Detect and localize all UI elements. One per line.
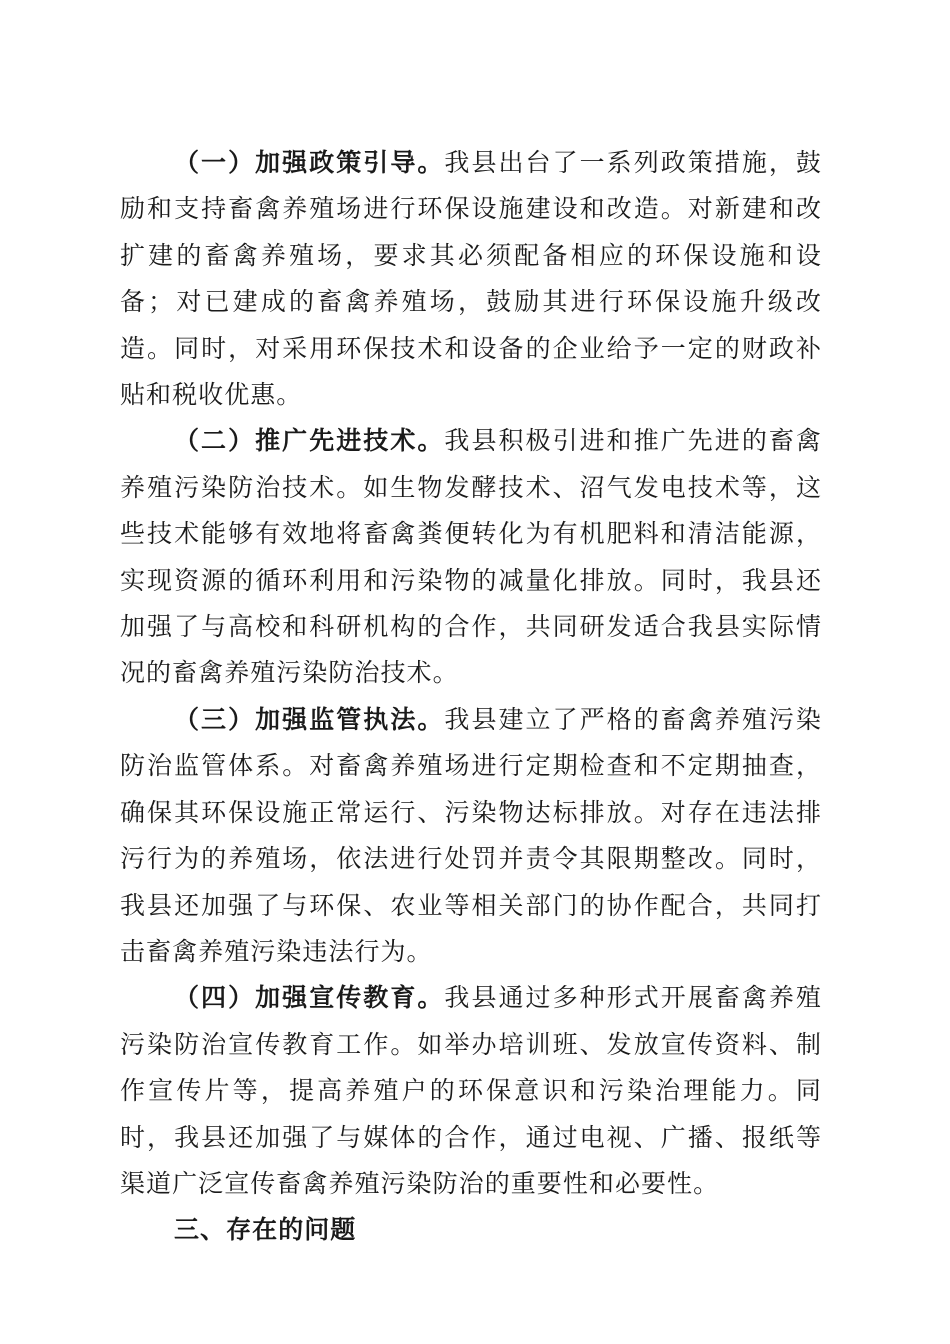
section-heading: 三、存在的问题 [174,1215,357,1245]
document-body [120,140,822,1254]
paragraph-lead: （四）加强宣传教育。 [174,983,445,1013]
paragraph-policy-guidance [120,140,822,418]
paragraph-text: 我县出台了一系列政策措施，鼓励和支持畜禽养殖场进行环保设施建设和改造。对新建和改扩建的畜禽养殖场，要求其必须配备相应的环保设施和设备；对已建成的畜禽养殖场，鼓励其进行环保设施升级改造。同时，对采用环保技术和设备的企业给予一定的财政补贴和税收优惠。 [120,148,822,410]
paragraph-supervision-enforcement [120,697,822,975]
paragraph-text: 我县建立了严格的畜禽养殖污染防治监管体系。对畜禽养殖场进行定期检查和不定期抽查，确保其环保设施正常运行、污染物达标排放。对存在违法排污行为的养殖场，依法进行处罚并责令其限期整改。同时，我县还加强了与环保、农业等相关部门的协作配合，共同打击畜禽养殖污染违法行为。 [120,704,822,966]
paragraph-text: 我县积极引进和推广先进的畜禽养殖污染防治技术。如生物发酵技术、沼气发电技术等，这些技术能够有效地将畜禽粪便转化为有机肥料和清洁能源，实现资源的循环利用和污染物的减量化排放。同时，我县还加强了与高校和科研机构的合作，共同研发适合我县实际情况的畜禽养殖污染防治技术。 [120,426,822,688]
paragraph-text: 我县通过多种形式开展畜禽养殖污染防治宣传教育工作。如举办培训班、发放宣传资料、制作宣传片等，提高养殖户的环保意识和污染治理能力。同时，我县还加强了与媒体的合作，通过电视、广播、报纸等渠道广泛宣传畜禽养殖污染防治的重要性和必要性。 [120,983,822,1198]
paragraph-lead: （三）加强监管执法。 [174,704,445,734]
paragraph-lead: （二）推广先进技术。 [174,426,445,456]
paragraph-lead: （一）加强政策引导。 [174,148,445,177]
paragraph-advanced-technology [120,418,822,696]
paragraph-publicity-education [120,975,822,1207]
